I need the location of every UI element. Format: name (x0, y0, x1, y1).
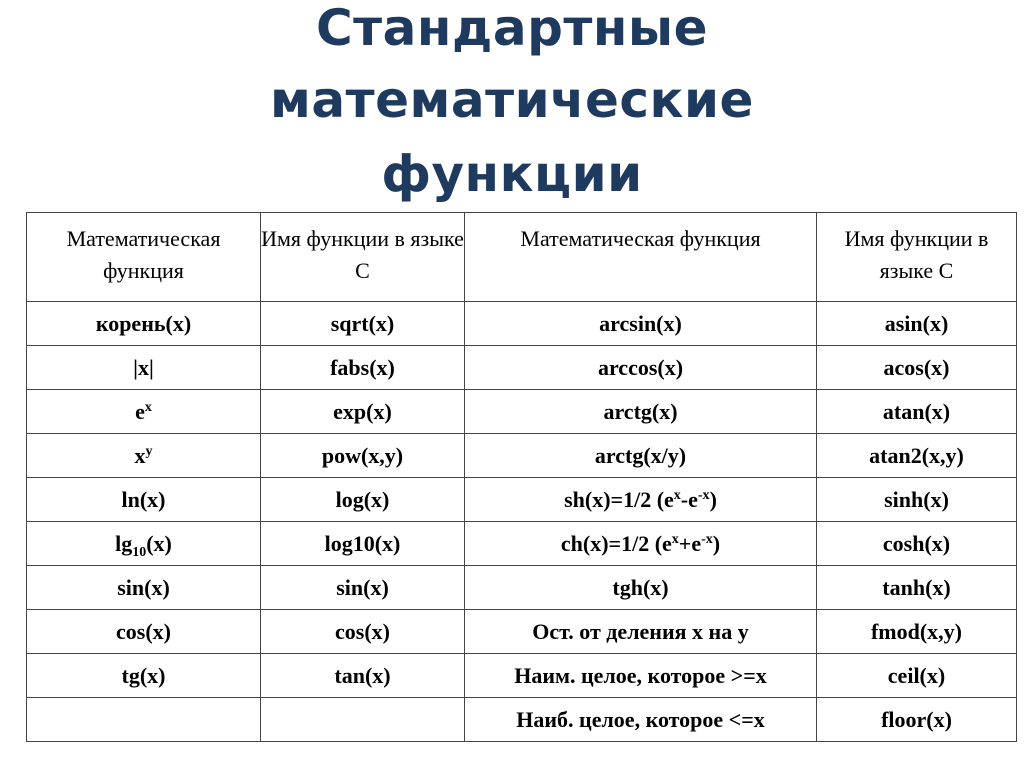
formula-part: sh(x)=1/2 (e (564, 486, 674, 512)
math-base: lg (115, 530, 133, 556)
math-function-cell (465, 478, 817, 522)
formula-part: ) (712, 530, 721, 556)
c-function-cell: tan(x) (261, 654, 465, 698)
c-function-cell: cos(x) (261, 610, 465, 654)
table-header-row (27, 213, 1017, 302)
c-function-cell: acos(x) (817, 346, 1017, 390)
math-function-cell: Наим. целое, которое >=x (465, 654, 817, 698)
table-row (27, 434, 1017, 478)
c-function-cell: sinh(x) (817, 478, 1017, 522)
formula-exponent: -x (701, 531, 713, 547)
math-function-cell: Наиб. целое, которое <=x (465, 698, 817, 742)
table-row (27, 610, 1017, 654)
c-function-cell: sin(x) (261, 566, 465, 610)
c-function-cell: atan(x) (817, 390, 1017, 434)
formula-part: -e (680, 486, 698, 512)
header-math-function-1: Математическая функция (27, 213, 261, 302)
c-function-cell: ceil(x) (817, 654, 1017, 698)
title-line-3: функции (381, 145, 643, 203)
header-c-name-2: Имя функции в языке С (817, 213, 1017, 302)
math-exponent: y (145, 443, 153, 459)
math-function-cell: |x| (27, 346, 261, 390)
math-function-cell: Ост. от деления x на y (465, 610, 817, 654)
formula-part: ) (709, 486, 717, 512)
math-function-cell (465, 522, 817, 566)
c-function-cell (261, 698, 465, 742)
table-row (27, 566, 1017, 610)
table-row (27, 302, 1017, 346)
formula-exponent: -x (697, 487, 710, 503)
math-args: (x) (146, 530, 172, 556)
c-function-cell: fabs(x) (261, 346, 465, 390)
header-math-function-2: Математическая функция (465, 213, 817, 302)
c-function-cell: floor(x) (817, 698, 1017, 742)
math-function-cell: tgh(x) (465, 566, 817, 610)
c-function-cell: fmod(x,y) (817, 610, 1017, 654)
c-function-cell: pow(x,y) (261, 434, 465, 478)
math-exponent: x (144, 399, 152, 415)
formula-exponent: x (673, 487, 681, 503)
math-function-cell: sin(x) (27, 566, 261, 610)
title-line-1: Стандартные (315, 0, 709, 57)
c-function-cell: sqrt(x) (261, 302, 465, 346)
math-function-cell: arctg(x) (465, 390, 817, 434)
math-base: x (134, 442, 146, 468)
formula-exponent: x (671, 531, 679, 547)
math-function-cell: arctg(x/y) (465, 434, 817, 478)
table-row (27, 346, 1017, 390)
math-base: e (135, 398, 145, 424)
math-function-cell: корень(x) (27, 302, 261, 346)
header-c-name-1: Имя функции в языке С (261, 213, 465, 302)
c-function-cell: tanh(x) (817, 566, 1017, 610)
c-function-cell: atan2(x,y) (817, 434, 1017, 478)
table-row (27, 654, 1017, 698)
c-function-cell: cosh(x) (817, 522, 1017, 566)
formula-part: +e (678, 530, 702, 556)
math-function-cell: cos(x) (27, 610, 261, 654)
math-function-cell: ln(x) (27, 478, 261, 522)
table-row (27, 698, 1017, 742)
math-function-cell (27, 434, 261, 478)
title-line-2: математические (270, 71, 754, 129)
formula-part: ch(x)=1/2 (e (560, 530, 672, 556)
table-row (27, 478, 1017, 522)
math-function-cell: tg(x) (27, 654, 261, 698)
c-function-cell: asin(x) (817, 302, 1017, 346)
c-function-cell: log(x) (261, 478, 465, 522)
math-function-cell (27, 698, 261, 742)
c-function-cell: exp(x) (261, 390, 465, 434)
c-function-cell: log10(x) (261, 522, 465, 566)
math-function-cell: arccos(x) (465, 346, 817, 390)
math-function-cell (27, 522, 261, 566)
table-row (27, 390, 1017, 434)
math-function-cell (27, 390, 261, 434)
math-subscript: 10 (132, 544, 147, 560)
table-row (27, 522, 1017, 566)
functions-table (26, 212, 1017, 742)
math-function-cell: arcsin(x) (465, 302, 817, 346)
